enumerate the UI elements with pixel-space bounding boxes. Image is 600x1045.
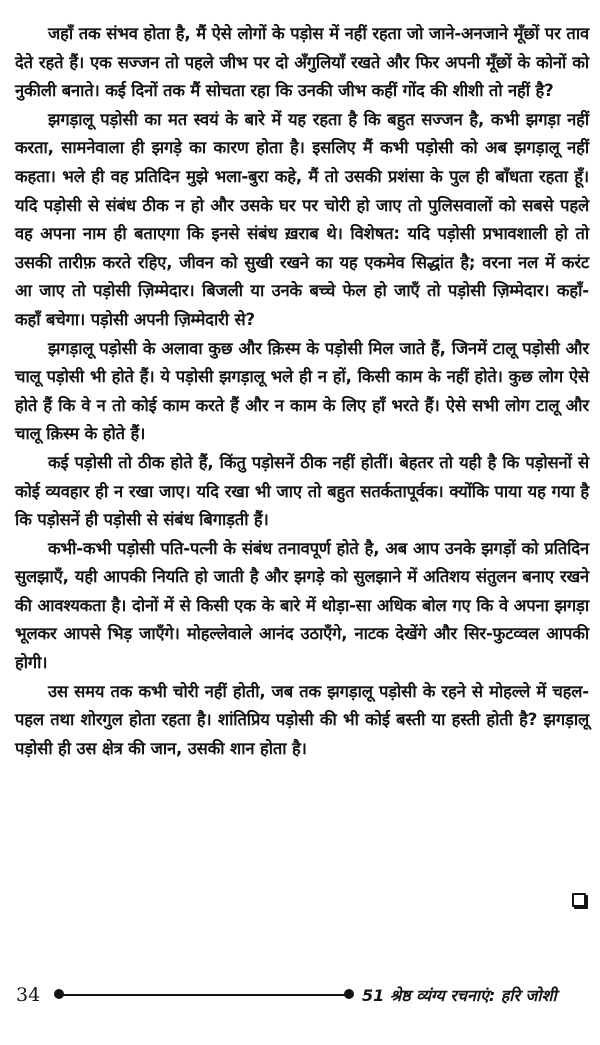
page-number: 34 bbox=[16, 984, 41, 1006]
page-footer bbox=[16, 982, 591, 1010]
paragraph: कई पड़ोसी तो ठीक होते हैं, किंतु पड़ोसनें ठीक नहीं होतीं। बेहतर तो यही है कि पड़ोसनों से कोई व्यवहार ही न रखा जाए। यदि रखा भी जाए तो बहुत सतर्कतापूर्वक। क्योंकि पाया यह गया है कि पड़ोसनें ही पड़ोसी से संबंध बिगाड़ती हैं। bbox=[15, 452, 589, 530]
paragraph: झगड़ालू पड़ोसी के अलावा कुछ और क़िस्म के पड़ोसी मिल जाते हैं, जिनमें टालू पड़ोसी और चालू पड़ोसी भी होते हैं। ये पड़ोसी झगड़ालू भले ही न हों, किसी काम के नहीं होते। कुछ लोग ऐसे होते हैं कि वे न तो कोई काम करते हैं और न काम के लिए हाँ भरते हैं। ऐसे सभी लोग टालू और चालू क़िस्म के होते हैं। bbox=[15, 338, 589, 444]
footer-dot-right bbox=[344, 989, 354, 999]
paragraph: उस समय तक कभी चोरी नहीं होती, जब तक झगड़ालू पड़ोसी के रहने से मोहल्ले में चहल-पहल तथा शोरगुल होता रहता है। शांतिप्रिय पड़ोसी की भी कोई बस्ती या हस्ती होती है? झगड़ालू पड़ोसी ही उस क्षेत्र की जान, उसकी शान होता है। bbox=[15, 681, 589, 758]
body-text bbox=[15, 20, 589, 763]
paragraph: झगड़ालू पड़ोसी का मत स्वयं के बारे में यह रहता है कि बहुत सज्जन है, कभी झगड़ा नहीं करता, सामनेवाला ही झगड़े का कारण होता है। इसलिए मैं कभी पड़ोसी को अब झगड़ालू नहीं कहता। भले ही वह प्रतिदिन मुझे भला-बुरा कहे, मैं तो उसकी प्रशंसा के पुल ही बाँधता रहता हूँ। यदि पड़ोसी से संबंध ठीक न हो और उसके घर पर चोरी हो जाए तो पुलिसवालों को सबसे पहले वह अपना नाम ही बताएगा कि इनसे संबंध ख़राब थे। विशेषत: यदि पड़ोसी प्रभावशाली हो तो उसकी तारीफ़ करते रहिए, जीवन को सुखी रखने का यह एकमेव सिद्धांत है; वरना नल में करंट आ जाए तो पड़ोसी ज़िम्मेदार। बिजली या उनके बच्चे फेल हो जाएँ तो पड़ोसी ज़िम्मेदार। कहाँ- कहाँ बचेगा। पड़ोसी अपनी ज़िम्मेदारी से? bbox=[15, 109, 589, 329]
running-book-title: 51 श्रेष्ठ व्यंग्य रचनाएं: हरि जोशी bbox=[362, 986, 557, 1005]
paragraph: जहाँ तक संभव होता है, मैं ऐसे लोगों के पड़ोस में नहीं रहता जो जाने-अनजाने मूँछों पर ताव देते रहते हैं। एक सज्जन तो पहले जीभ पर दो अँगुलियाँ रखते और फिर अपनी मूँछों के कोनों को नुकीली बनाते। कई दिनों तक मैं सोचता रहा कि उनकी जीभ कहीं गोंद की शीशी तो नहीं है? bbox=[15, 24, 589, 101]
footer-rule bbox=[60, 994, 348, 996]
paragraph: कभी-कभी पड़ोसी पति-पत्नी के संबंध तनावपूर्ण होते है, अब आप उनके झगड़ों को प्रतिदिन सुलझाएँ, यही आपकी नियति हो जाती है और झगड़े को सुलझाने में अतिशय संतुलन बनाए रखने की आवश्यकता है। दोनों में से किसी एक के बारे में थोड़ा-सा अधिक बोल गए कि वे अपना झगड़ा भूलकर आपसे भिड़ जाएँगे। मोहल्लेवाले आनंद उठाएँगे, नाटक देखेंगे और सिर-फुटव्वल आपकी होगी। bbox=[15, 538, 589, 673]
end-of-article-square-icon bbox=[572, 893, 586, 907]
